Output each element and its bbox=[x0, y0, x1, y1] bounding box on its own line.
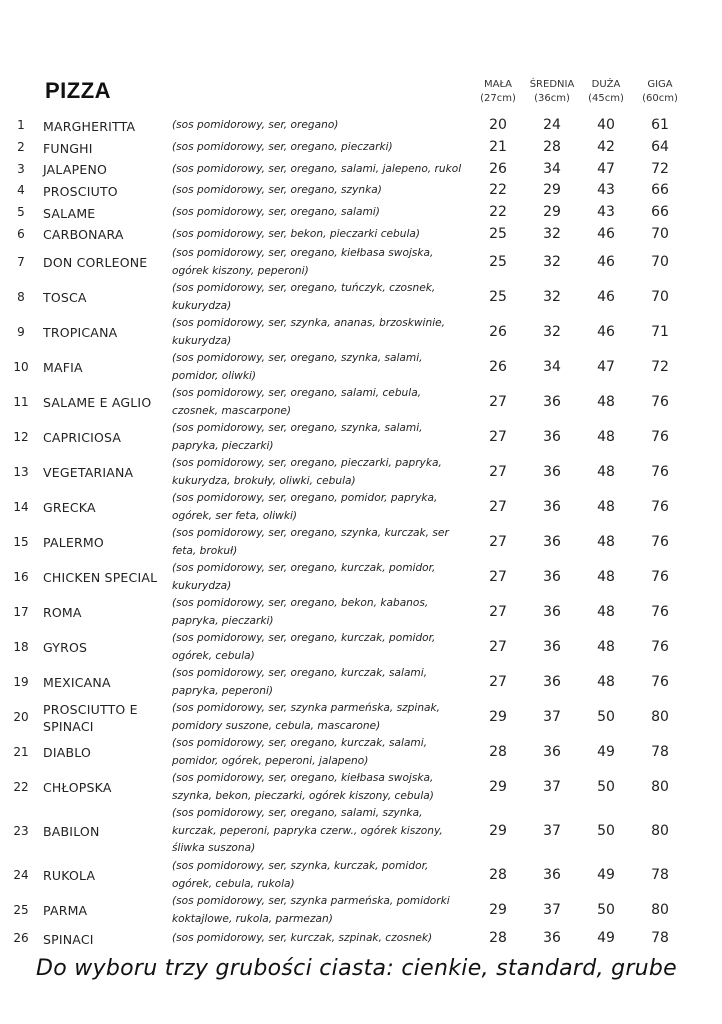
ingredients-line: (sos pomidorowy, ser, oregano, szynka) bbox=[172, 184, 382, 197]
menu-row bbox=[0, 700, 722, 735]
pizza-name: CHŁOPSKA bbox=[43, 780, 112, 795]
price-giga: 76 bbox=[651, 463, 669, 480]
price-srednia: 32 bbox=[543, 253, 561, 270]
price-giga: 72 bbox=[651, 358, 669, 375]
price-mala: 22 bbox=[489, 204, 507, 220]
ingredients-line: kurczak, peperoni, papryka czerw., ogórek kiszony, bbox=[172, 824, 443, 837]
price-srednia: 36 bbox=[543, 930, 561, 946]
price-srednia: 36 bbox=[543, 638, 561, 655]
price-srednia: 34 bbox=[543, 358, 561, 375]
ingredients bbox=[172, 560, 477, 595]
ingredients bbox=[172, 930, 477, 948]
menu-row bbox=[0, 202, 722, 224]
price-mala: 27 bbox=[489, 533, 507, 550]
pizza-name: GRECKA bbox=[43, 500, 96, 515]
ingredients bbox=[172, 226, 477, 244]
price-duza: 46 bbox=[597, 288, 615, 305]
item-number: 23 bbox=[13, 823, 29, 838]
size-diameter: (60cm) bbox=[642, 93, 678, 104]
price-giga: 70 bbox=[651, 225, 669, 242]
ingredients-line: pomidor, ogórek, peperoni, jalapeno) bbox=[172, 754, 369, 767]
price-srednia: 29 bbox=[543, 204, 561, 220]
size-header bbox=[468, 78, 528, 106]
ingredients bbox=[172, 139, 477, 157]
ingredients-line: (sos pomidorowy, ser, szynka parmeńska, szpinak, bbox=[172, 702, 441, 714]
menu-row bbox=[0, 560, 722, 595]
price-giga: 76 bbox=[651, 673, 669, 690]
ingredients-line: (sos pomidorowy, ser, oregano, salami) bbox=[172, 206, 380, 219]
ingredients bbox=[172, 161, 477, 179]
ingredients-line: czosnek, mascarpone) bbox=[172, 404, 292, 417]
price-mala: 21 bbox=[489, 139, 507, 155]
item-number: 8 bbox=[17, 289, 25, 304]
price-duza: 48 bbox=[597, 393, 615, 410]
menu-row bbox=[0, 525, 722, 560]
ingredients bbox=[172, 858, 477, 893]
ingredients bbox=[172, 630, 477, 665]
ingredients-line: ogórek, cebula, rukola) bbox=[172, 877, 295, 890]
price-srednia: 36 bbox=[543, 866, 561, 883]
price-giga: 80 bbox=[651, 901, 669, 918]
pizza-name: PROSCIUTTO E SPINACI bbox=[43, 701, 138, 734]
item-number: 11 bbox=[13, 394, 29, 409]
menu-row bbox=[0, 224, 722, 245]
menu-row bbox=[0, 928, 722, 950]
pizza-name: VEGETARIANA bbox=[43, 465, 134, 480]
price-duza: 48 bbox=[597, 603, 615, 620]
ingredients-line: (sos pomidorowy, ser, oregano) bbox=[172, 119, 339, 132]
item-number: 25 bbox=[13, 902, 29, 917]
pizza-name: SPINACI bbox=[43, 931, 94, 947]
ingredients bbox=[172, 455, 477, 490]
menu-row bbox=[0, 805, 722, 858]
size-diameter: (27cm) bbox=[480, 93, 516, 104]
ingredients bbox=[172, 893, 477, 928]
ingredients-line: (sos pomidorowy, ser, oregano, szynka, salami, bbox=[172, 422, 423, 434]
ingredients-line: (sos pomidorowy, ser, oregano, kiełbasa swojska, bbox=[172, 247, 434, 259]
item-number: 20 bbox=[13, 709, 29, 724]
price-mala: 27 bbox=[489, 428, 507, 445]
menu-row bbox=[0, 385, 722, 420]
price-mala: 27 bbox=[489, 498, 507, 515]
price-mala: 25 bbox=[489, 253, 507, 270]
size-name: GIGA bbox=[647, 79, 673, 90]
ingredients-line: śliwka suszona) bbox=[172, 842, 256, 855]
price-mala: 27 bbox=[489, 603, 507, 620]
item-number: 24 bbox=[13, 867, 29, 882]
menu-row bbox=[0, 735, 722, 770]
ingredients-line: kukurydza) bbox=[172, 579, 232, 592]
price-mala: 26 bbox=[489, 160, 507, 177]
ingredients-line: ogórek kiszony, peperoni) bbox=[172, 264, 309, 277]
price-giga: 76 bbox=[651, 533, 669, 550]
ingredients-line: (sos pomidorowy, ser, oregano, szynka, kurczak, ser bbox=[172, 527, 449, 539]
price-srednia: 32 bbox=[543, 288, 561, 305]
price-srednia: 36 bbox=[543, 743, 561, 760]
size-diameter: (45cm) bbox=[588, 93, 624, 104]
item-number: 5 bbox=[17, 205, 25, 219]
size-name: DUŻA bbox=[591, 79, 621, 90]
price-srednia: 37 bbox=[543, 708, 561, 725]
item-number: 2 bbox=[17, 140, 25, 154]
price-mala: 27 bbox=[489, 673, 507, 690]
price-duza: 40 bbox=[597, 117, 615, 133]
menu-row bbox=[0, 665, 722, 700]
price-srednia: 32 bbox=[543, 225, 561, 242]
price-duza: 46 bbox=[597, 323, 615, 340]
price-duza: 42 bbox=[597, 139, 615, 155]
price-duza: 48 bbox=[597, 533, 615, 550]
ingredients-line: kukurydza) bbox=[172, 334, 232, 347]
price-mala: 26 bbox=[489, 358, 507, 375]
price-duza: 48 bbox=[597, 568, 615, 585]
price-duza: 49 bbox=[597, 930, 615, 946]
price-duza: 47 bbox=[597, 358, 615, 375]
ingredients-line: pomidory suszone, cebula, mascarone) bbox=[172, 719, 381, 732]
pizza-name: DIABLO bbox=[43, 745, 91, 760]
price-mala: 20 bbox=[489, 117, 507, 133]
ingredients bbox=[172, 350, 477, 385]
price-srednia: 37 bbox=[543, 901, 561, 918]
price-srednia: 36 bbox=[543, 393, 561, 410]
ingredients-line: (sos pomidorowy, ser, szynka parmeńska, pomidorki bbox=[172, 895, 450, 907]
ingredients bbox=[172, 280, 477, 315]
ingredients bbox=[172, 182, 477, 200]
price-giga: 80 bbox=[651, 708, 669, 725]
item-number: 7 bbox=[17, 254, 25, 269]
price-giga: 70 bbox=[651, 253, 669, 270]
menu-row bbox=[0, 455, 722, 490]
pizza-name: PROSCIUTO bbox=[43, 183, 118, 199]
price-srednia: 29 bbox=[543, 182, 561, 198]
price-giga: 76 bbox=[651, 603, 669, 620]
price-giga: 76 bbox=[651, 568, 669, 585]
price-srednia: 36 bbox=[543, 603, 561, 620]
price-mala: 27 bbox=[489, 638, 507, 655]
price-srednia: 37 bbox=[543, 822, 561, 839]
price-giga: 70 bbox=[651, 288, 669, 305]
pizza-name: PALERMO bbox=[43, 535, 104, 550]
price-duza: 48 bbox=[597, 463, 615, 480]
item-number: 16 bbox=[13, 569, 29, 584]
ingredients bbox=[172, 735, 477, 770]
menu-row bbox=[0, 280, 722, 315]
pizza-name: MEXICANA bbox=[43, 675, 111, 690]
price-giga: 66 bbox=[651, 204, 669, 220]
pizza-name: FUNGHI bbox=[43, 140, 93, 156]
price-giga: 64 bbox=[651, 139, 669, 155]
ingredients-line: ogórek, cebula) bbox=[172, 649, 255, 662]
menu-row bbox=[0, 180, 722, 202]
ingredients-line: ogórek, ser feta, oliwki) bbox=[172, 509, 298, 522]
price-giga: 78 bbox=[651, 866, 669, 883]
price-giga: 61 bbox=[651, 117, 669, 133]
pizza-name: JALAPENO bbox=[43, 162, 108, 177]
item-number: 22 bbox=[13, 779, 29, 794]
ingredients-line: kukurydza) bbox=[172, 299, 232, 312]
size-header bbox=[576, 78, 636, 106]
ingredients bbox=[172, 245, 477, 280]
item-number: 1 bbox=[17, 118, 25, 132]
price-srednia: 36 bbox=[543, 568, 561, 585]
price-srednia: 36 bbox=[543, 428, 561, 445]
menu-row bbox=[0, 159, 722, 180]
price-giga: 66 bbox=[651, 182, 669, 198]
price-srednia: 37 bbox=[543, 778, 561, 795]
ingredients-line: (sos pomidorowy, ser, oregano, kurczak, salami, bbox=[172, 737, 428, 749]
ingredients-line: kukurydza, brokuły, oliwki, cebula) bbox=[172, 474, 356, 487]
menu-row bbox=[0, 630, 722, 665]
item-number: 15 bbox=[13, 534, 29, 549]
price-duza: 48 bbox=[597, 428, 615, 445]
ingredients-line: (sos pomidorowy, ser, oregano, pieczarki) bbox=[172, 141, 393, 154]
price-duza: 47 bbox=[597, 160, 615, 177]
ingredients bbox=[172, 117, 477, 135]
menu-row bbox=[0, 893, 722, 928]
ingredients bbox=[172, 805, 477, 858]
price-mala: 29 bbox=[489, 778, 507, 795]
price-giga: 76 bbox=[651, 638, 669, 655]
menu-title: PIZZA bbox=[45, 78, 112, 103]
item-number: 4 bbox=[17, 183, 25, 197]
price-duza: 43 bbox=[597, 204, 615, 220]
ingredients-line: feta, brokuł) bbox=[172, 544, 238, 557]
price-giga: 78 bbox=[651, 930, 669, 946]
pizza-name: RUKOLA bbox=[43, 868, 96, 883]
menu-row bbox=[0, 137, 722, 159]
pizza-name: CHICKEN SPECIAL bbox=[43, 570, 158, 585]
price-mala: 27 bbox=[489, 463, 507, 480]
pizza-name: MARGHERITTA bbox=[43, 118, 136, 134]
ingredients-line: (sos pomidorowy, ser, oregano, pieczarki, papryka, bbox=[172, 457, 442, 469]
ingredients bbox=[172, 595, 477, 630]
menu-row bbox=[0, 770, 722, 805]
pizza-name: SALAME bbox=[43, 205, 96, 221]
ingredients-line: (sos pomidorowy, ser, oregano, salami, cebula, bbox=[172, 387, 422, 399]
price-duza: 49 bbox=[597, 866, 615, 883]
menu-row bbox=[0, 115, 722, 137]
item-number: 26 bbox=[13, 931, 29, 945]
ingredients-line: (sos pomidorowy, ser, oregano, tuńczyk, czosnek, bbox=[172, 282, 436, 294]
price-srednia: 24 bbox=[543, 117, 561, 133]
item-number: 12 bbox=[13, 429, 29, 444]
item-number: 3 bbox=[17, 161, 25, 176]
pizza-name: ROMA bbox=[43, 605, 82, 620]
price-srednia: 32 bbox=[543, 323, 561, 340]
price-giga: 71 bbox=[651, 323, 669, 340]
pizza-name: CARBONARA bbox=[43, 227, 124, 242]
ingredients bbox=[172, 420, 477, 455]
ingredients-line: (sos pomidorowy, ser, oregano, kurczak, salami, bbox=[172, 667, 428, 679]
item-number: 19 bbox=[13, 674, 29, 689]
item-number: 18 bbox=[13, 639, 29, 654]
ingredients bbox=[172, 770, 477, 805]
item-number: 10 bbox=[13, 359, 29, 374]
ingredients-line: (sos pomidorowy, ser, oregano, salami, jalepeno, rukol bbox=[172, 162, 462, 175]
ingredients bbox=[172, 490, 477, 525]
pizza-name: BABILON bbox=[43, 824, 100, 839]
item-number: 9 bbox=[17, 324, 25, 339]
price-duza: 46 bbox=[597, 225, 615, 242]
item-number: 17 bbox=[13, 604, 29, 619]
price-giga: 72 bbox=[651, 160, 669, 177]
price-duza: 49 bbox=[597, 743, 615, 760]
pizza-name: PARMA bbox=[43, 903, 88, 918]
pizza-name: GYROS bbox=[43, 640, 88, 655]
ingredients-line: (sos pomidorowy, ser, bekon, pieczarki cebula) bbox=[172, 227, 421, 240]
pizza-name: DON CORLEONE bbox=[43, 255, 148, 270]
ingredients-line: papryka, pieczarki) bbox=[172, 614, 274, 627]
ingredients bbox=[172, 315, 477, 350]
ingredients-line: (sos pomidorowy, ser, szynka, ananas, brzoskwinie, bbox=[172, 317, 446, 329]
price-duza: 50 bbox=[597, 778, 615, 795]
item-number: 14 bbox=[13, 499, 29, 514]
menu-row bbox=[0, 350, 722, 385]
ingredients-line: (sos pomidorowy, ser, oregano, bekon, kabanos, bbox=[172, 597, 429, 609]
price-mala: 29 bbox=[489, 708, 507, 725]
price-giga: 80 bbox=[651, 778, 669, 795]
ingredients bbox=[172, 204, 477, 222]
ingredients-line: papryka, pieczarki) bbox=[172, 439, 274, 452]
price-srednia: 28 bbox=[543, 139, 561, 155]
price-srednia: 36 bbox=[543, 533, 561, 550]
ingredients-line: szynka, bekon, pieczarki, ogórek kiszony, cebula) bbox=[172, 789, 434, 802]
pizza-name: TOSCA bbox=[43, 290, 87, 305]
price-srednia: 34 bbox=[543, 160, 561, 177]
ingredients-line: papryka, peperoni) bbox=[172, 684, 274, 697]
price-srednia: 36 bbox=[543, 463, 561, 480]
ingredients-line: (sos pomidorowy, ser, oregano, szynka, salami, bbox=[172, 352, 423, 364]
ingredients-line: (sos pomidorowy, ser, oregano, kurczak, pomidor, bbox=[172, 632, 436, 644]
ingredients-line: (sos pomidorowy, ser, oregano, pomidor, papryka, bbox=[172, 492, 438, 504]
ingredients bbox=[172, 700, 477, 735]
price-giga: 76 bbox=[651, 498, 669, 515]
pizza-name: CAPRICIOSA bbox=[43, 430, 122, 445]
price-mala: 27 bbox=[489, 393, 507, 410]
price-giga: 80 bbox=[651, 822, 669, 839]
size-header bbox=[522, 78, 582, 106]
size-diameter: (36cm) bbox=[534, 93, 570, 104]
size-header bbox=[630, 78, 690, 106]
price-mala: 27 bbox=[489, 568, 507, 585]
ingredients-line: (sos pomidorowy, ser, oregano, kurczak, pomidor, bbox=[172, 562, 436, 574]
price-duza: 50 bbox=[597, 901, 615, 918]
menu-row bbox=[0, 858, 722, 893]
menu-row bbox=[0, 245, 722, 280]
pizza-name: MAFIA bbox=[43, 360, 83, 375]
price-duza: 48 bbox=[597, 673, 615, 690]
dough-options-note: Do wyboru trzy grubości ciasta: cienkie, standard, grube bbox=[36, 956, 678, 981]
price-mala: 26 bbox=[489, 323, 507, 340]
price-giga: 76 bbox=[651, 428, 669, 445]
size-name: ŚREDNIA bbox=[529, 79, 575, 90]
ingredients bbox=[172, 525, 477, 560]
pizza-name: TROPICANA bbox=[43, 325, 118, 340]
item-number: 13 bbox=[13, 464, 29, 479]
price-duza: 48 bbox=[597, 638, 615, 655]
menu-row bbox=[0, 420, 722, 455]
size-name: MAŁA bbox=[484, 79, 512, 90]
ingredients-line: (sos pomidorowy, ser, kurczak, szpinak, czosnek) bbox=[172, 932, 433, 945]
price-duza: 46 bbox=[597, 253, 615, 270]
price-mala: 25 bbox=[489, 225, 507, 242]
price-duza: 43 bbox=[597, 182, 615, 198]
item-number: 6 bbox=[17, 226, 25, 241]
ingredients-line: (sos pomidorowy, ser, oregano, salami, szynka, bbox=[172, 807, 423, 820]
price-duza: 48 bbox=[597, 498, 615, 515]
price-mala: 28 bbox=[489, 866, 507, 883]
price-duza: 50 bbox=[597, 822, 615, 839]
price-giga: 78 bbox=[651, 743, 669, 760]
pizza-name: SALAME E AGLIO bbox=[43, 395, 152, 410]
item-number: 21 bbox=[13, 744, 29, 759]
price-mala: 22 bbox=[489, 182, 507, 198]
ingredients bbox=[172, 665, 477, 700]
price-mala: 28 bbox=[489, 930, 507, 946]
price-mala: 25 bbox=[489, 288, 507, 305]
ingredients-line: (sos pomidorowy, ser, szynka, kurczak, pomidor, bbox=[172, 860, 429, 872]
ingredients-line: pomidor, oliwki) bbox=[172, 369, 257, 382]
ingredients-line: (sos pomidorowy, ser, oregano, kiełbasa swojska, bbox=[172, 772, 434, 784]
ingredients-line: koktajlowe, rukola, parmezan) bbox=[172, 912, 333, 925]
price-mala: 28 bbox=[489, 743, 507, 760]
menu-row bbox=[0, 315, 722, 350]
menu-row bbox=[0, 595, 722, 630]
price-duza: 50 bbox=[597, 708, 615, 725]
price-mala: 29 bbox=[489, 901, 507, 918]
price-srednia: 36 bbox=[543, 498, 561, 515]
menu-row bbox=[0, 490, 722, 525]
price-giga: 76 bbox=[651, 393, 669, 410]
price-srednia: 36 bbox=[543, 673, 561, 690]
price-mala: 29 bbox=[489, 822, 507, 839]
ingredients bbox=[172, 385, 477, 420]
